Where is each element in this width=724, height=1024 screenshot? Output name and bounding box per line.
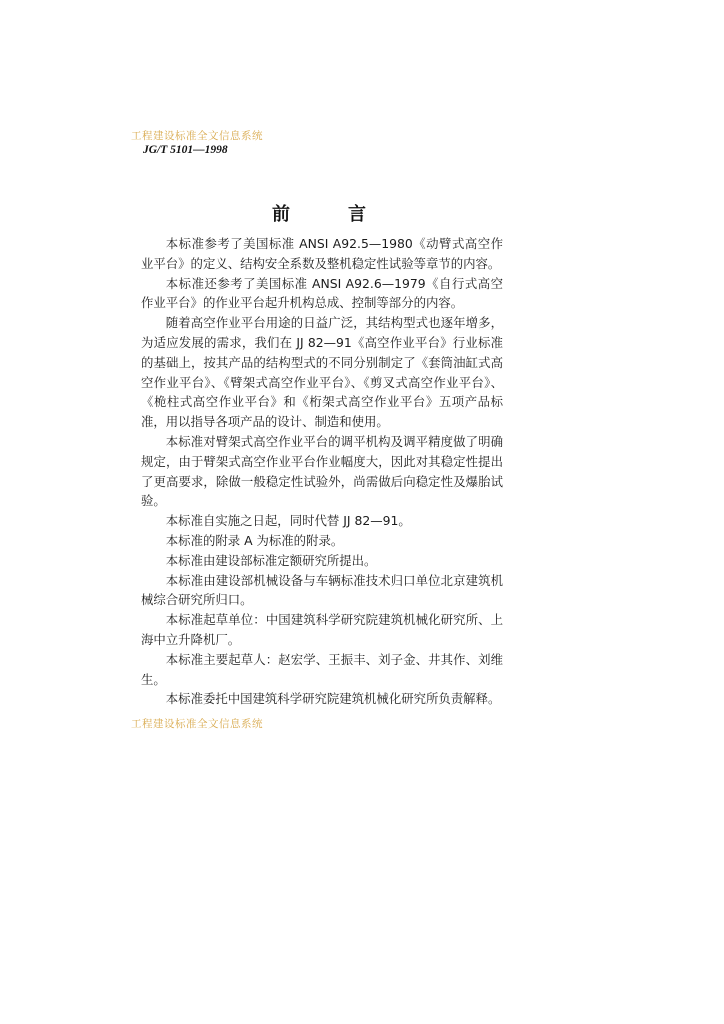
watermark-bottom: 工程建设标准全文信息系统	[131, 718, 263, 730]
paragraph: 本标准由建设部标准定额研究所提出。	[165, 552, 377, 568]
paragraph: 本标准还参考了美国标准 ANSI A92.6—1979《自行式高空作业平台》的作业平台起升机构总成、控制等部分的内容。	[141, 275, 503, 311]
paragraph: 本标准对臂架式高空作业平台的调平机构及调平精度做了明确规定，由于臂架式高空作业平台作业幅度大，因此对其稳定性提出了更高要求，除做一般稳定性试验外，尚需做后向稳定性及爆胎试验。	[141, 433, 503, 509]
paragraph: 本标准由建设部机械设备与车辆标准技术归口单位北京建筑机械综合研究所归口。	[141, 572, 503, 608]
standard-code: JG/T 5101—1998	[143, 144, 228, 156]
watermark-top: 工程建设标准全文信息系统	[131, 130, 263, 142]
paragraph: 本标准主要起草人：赵宏学、王振丰、刘子金、井其作、刘维生。	[141, 651, 503, 687]
paragraph: 本标准委托中国建筑科学研究院建筑机械化研究所负责解释。	[165, 691, 501, 707]
paragraph: 随着高空作业平台用途的日益广泛，其结构型式也逐年增多，为适应发展的需求，我们在 JJ 82—91《高空作业平台》行业标准的基础上，按其产品的结构型式的不同分别制定了《套筒油缸式高空作业平台》、《臂架式高空作业平台》、《剪叉式高空作业平台》、《桅柱式高空作业平台》和《桁架式高空作业平台》五项产品标准，用以指导各项产品的设计、制造和使用。	[141, 315, 503, 430]
paragraph: 本标准自实施之日起，同时代替 JJ 82—91。	[165, 513, 411, 529]
foreword-body	[141, 234, 503, 709]
paragraph: 本标准参考了美国标准 ANSI A92.5—1980《动臂式高空作业平台》的定义、结构安全系数及整机稳定性试验等章节的内容。	[141, 236, 503, 271]
page-title: 前言	[272, 204, 424, 225]
paragraph: 本标准起草单位：中国建筑科学研究院建筑机械化研究所、上海中立升降机厂。	[141, 612, 503, 647]
paragraph: 本标准的附录 A 为标准的附录。	[165, 532, 344, 548]
